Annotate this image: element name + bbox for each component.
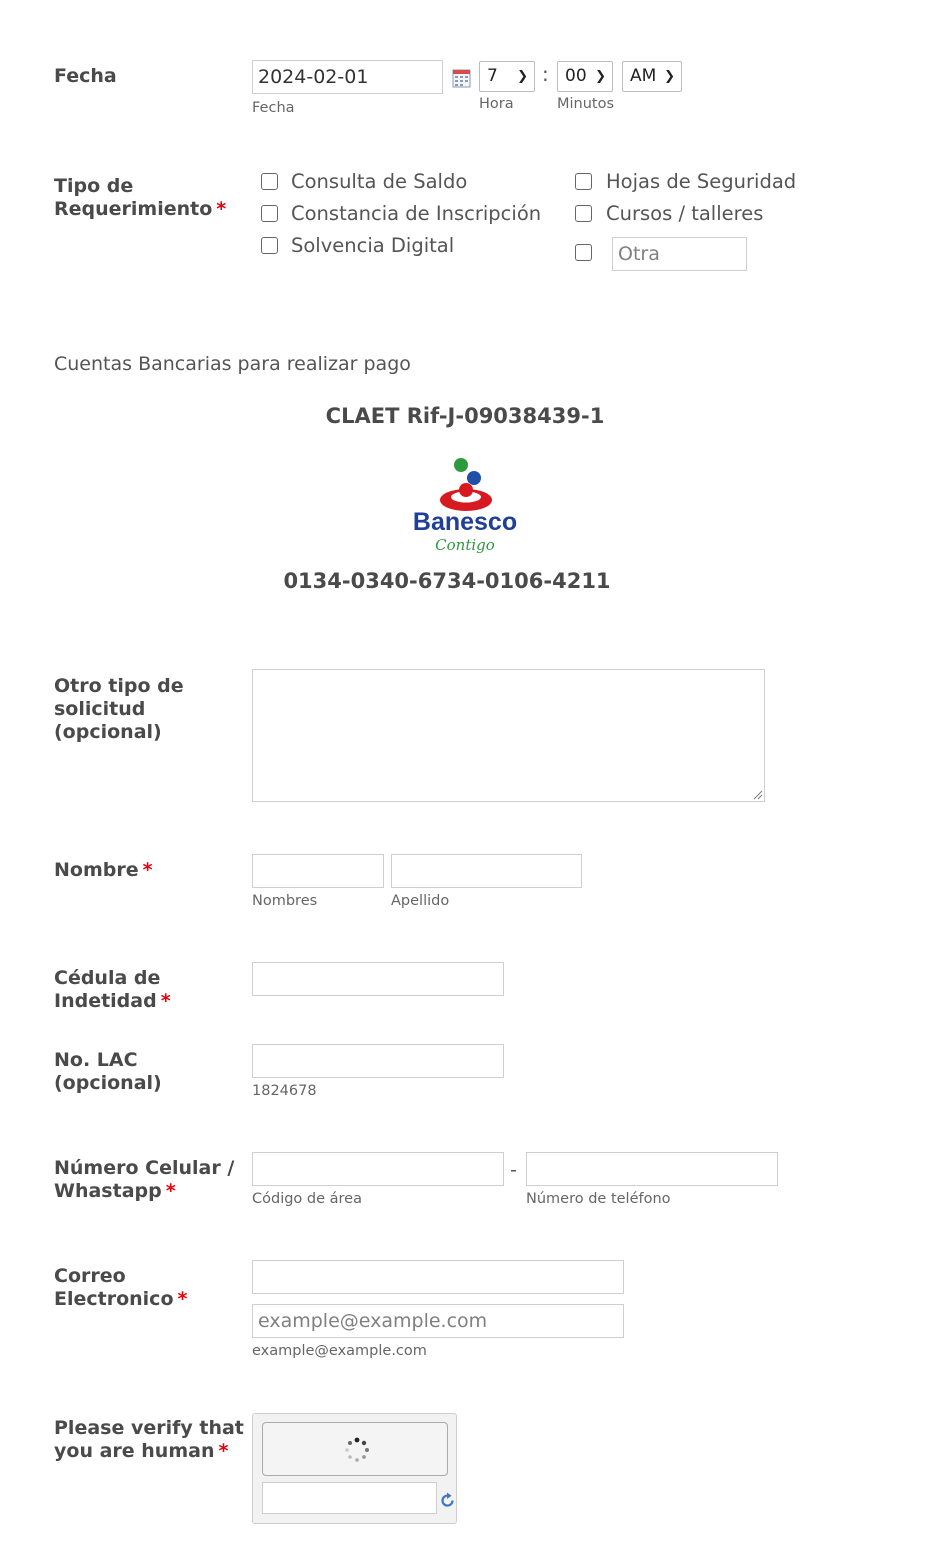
lac-sublabel: 1824678: [252, 1083, 317, 1099]
required-mark: *: [218, 1440, 229, 1462]
nombre-label: Nombre *: [54, 859, 153, 881]
minute-value: 00: [565, 66, 587, 86]
captcha-label: Please verify that you are human *: [54, 1417, 244, 1462]
otro-label: Otro tipo de solicitud (opcional): [54, 675, 184, 743]
hour-value: 7: [487, 66, 498, 86]
account-number: 0134-0340-6734-0106-4211: [283, 569, 611, 593]
bank-heading: Cuentas Bancarias para realizar pago: [54, 353, 411, 375]
email-confirm-input[interactable]: example@example.com: [252, 1304, 624, 1338]
date-input[interactable]: 2024-02-01: [252, 60, 443, 94]
required-mark: *: [142, 859, 153, 881]
option-label[interactable]: Cursos / talleres: [606, 202, 764, 225]
cedula-label: Cédula de Indetidad *: [54, 967, 171, 1012]
area-code-input[interactable]: [252, 1152, 504, 1186]
refresh-icon[interactable]: [439, 1492, 456, 1509]
tipo-label: Tipo de Requerimiento *: [54, 175, 227, 220]
hour-sublabel: Hora: [479, 96, 514, 112]
phone-dash: -: [510, 1159, 517, 1181]
phone-number-input[interactable]: [526, 1152, 778, 1186]
ampm-value: AM: [630, 66, 657, 86]
correo-label: Correo Electronico *: [54, 1265, 188, 1310]
first-name-input[interactable]: [252, 854, 384, 888]
option-label[interactable]: Consulta de Saldo: [291, 170, 468, 193]
time-separator: :: [542, 62, 549, 86]
captcha-input[interactable]: [262, 1482, 437, 1514]
checkbox-consulta-saldo[interactable]: [261, 173, 278, 190]
minute-select[interactable]: [557, 61, 613, 92]
cedula-input[interactable]: [252, 962, 504, 996]
celular-label: Número Celular / Whastapp *: [54, 1157, 235, 1202]
last-name-input[interactable]: [391, 854, 582, 888]
loading-spinner-icon: [343, 1436, 371, 1464]
chevron-down-icon: ❯: [595, 69, 606, 84]
required-mark: *: [216, 198, 227, 220]
banesco-logo: [400, 456, 530, 560]
checkbox-cursos[interactable]: [575, 205, 592, 222]
checkbox-constancia[interactable]: [261, 205, 278, 222]
first-name-sublabel: Nombres: [252, 893, 318, 909]
email-sublabel: example@example.com: [252, 1343, 427, 1359]
option-label[interactable]: Hojas de Seguridad: [606, 170, 797, 193]
fecha-label: Fecha: [54, 65, 117, 87]
checkbox-otra[interactable]: [575, 244, 592, 261]
otro-textarea[interactable]: [252, 669, 765, 802]
chevron-down-icon: ❯: [664, 69, 675, 84]
rif-text: CLAET Rif-J-09038439-1: [325, 404, 605, 428]
captcha-box: [252, 1413, 457, 1524]
resize-handle-icon[interactable]: [752, 789, 763, 800]
option-label[interactable]: Solvencia Digital: [291, 234, 455, 257]
checkbox-solvencia[interactable]: [261, 237, 278, 254]
area-code-sublabel: Código de área: [252, 1191, 362, 1207]
lac-input[interactable]: [252, 1044, 504, 1078]
banesco-logo-text: Banesco: [412, 508, 518, 536]
required-mark: *: [160, 990, 171, 1012]
last-name-sublabel: Apellido: [391, 893, 450, 909]
option-label[interactable]: Constancia de Inscripción: [291, 202, 542, 225]
calendar-icon[interactable]: [452, 69, 471, 88]
required-mark: *: [165, 1180, 176, 1202]
chevron-down-icon: ❯: [517, 69, 528, 84]
hour-select[interactable]: [479, 61, 535, 92]
ampm-select[interactable]: [622, 61, 682, 92]
phone-number-sublabel: Número de teléfono: [526, 1191, 671, 1207]
lac-label: No. LAC (opcional): [54, 1049, 162, 1094]
captcha-image: [262, 1422, 448, 1476]
checkbox-hojas-seguridad[interactable]: [575, 173, 592, 190]
required-mark: *: [177, 1288, 188, 1310]
minute-sublabel: Minutos: [557, 96, 615, 112]
date-sublabel: Fecha: [252, 100, 295, 116]
email-input[interactable]: [252, 1260, 624, 1294]
banesco-tagline: Contigo: [435, 536, 495, 554]
other-input[interactable]: Otra: [612, 237, 747, 271]
